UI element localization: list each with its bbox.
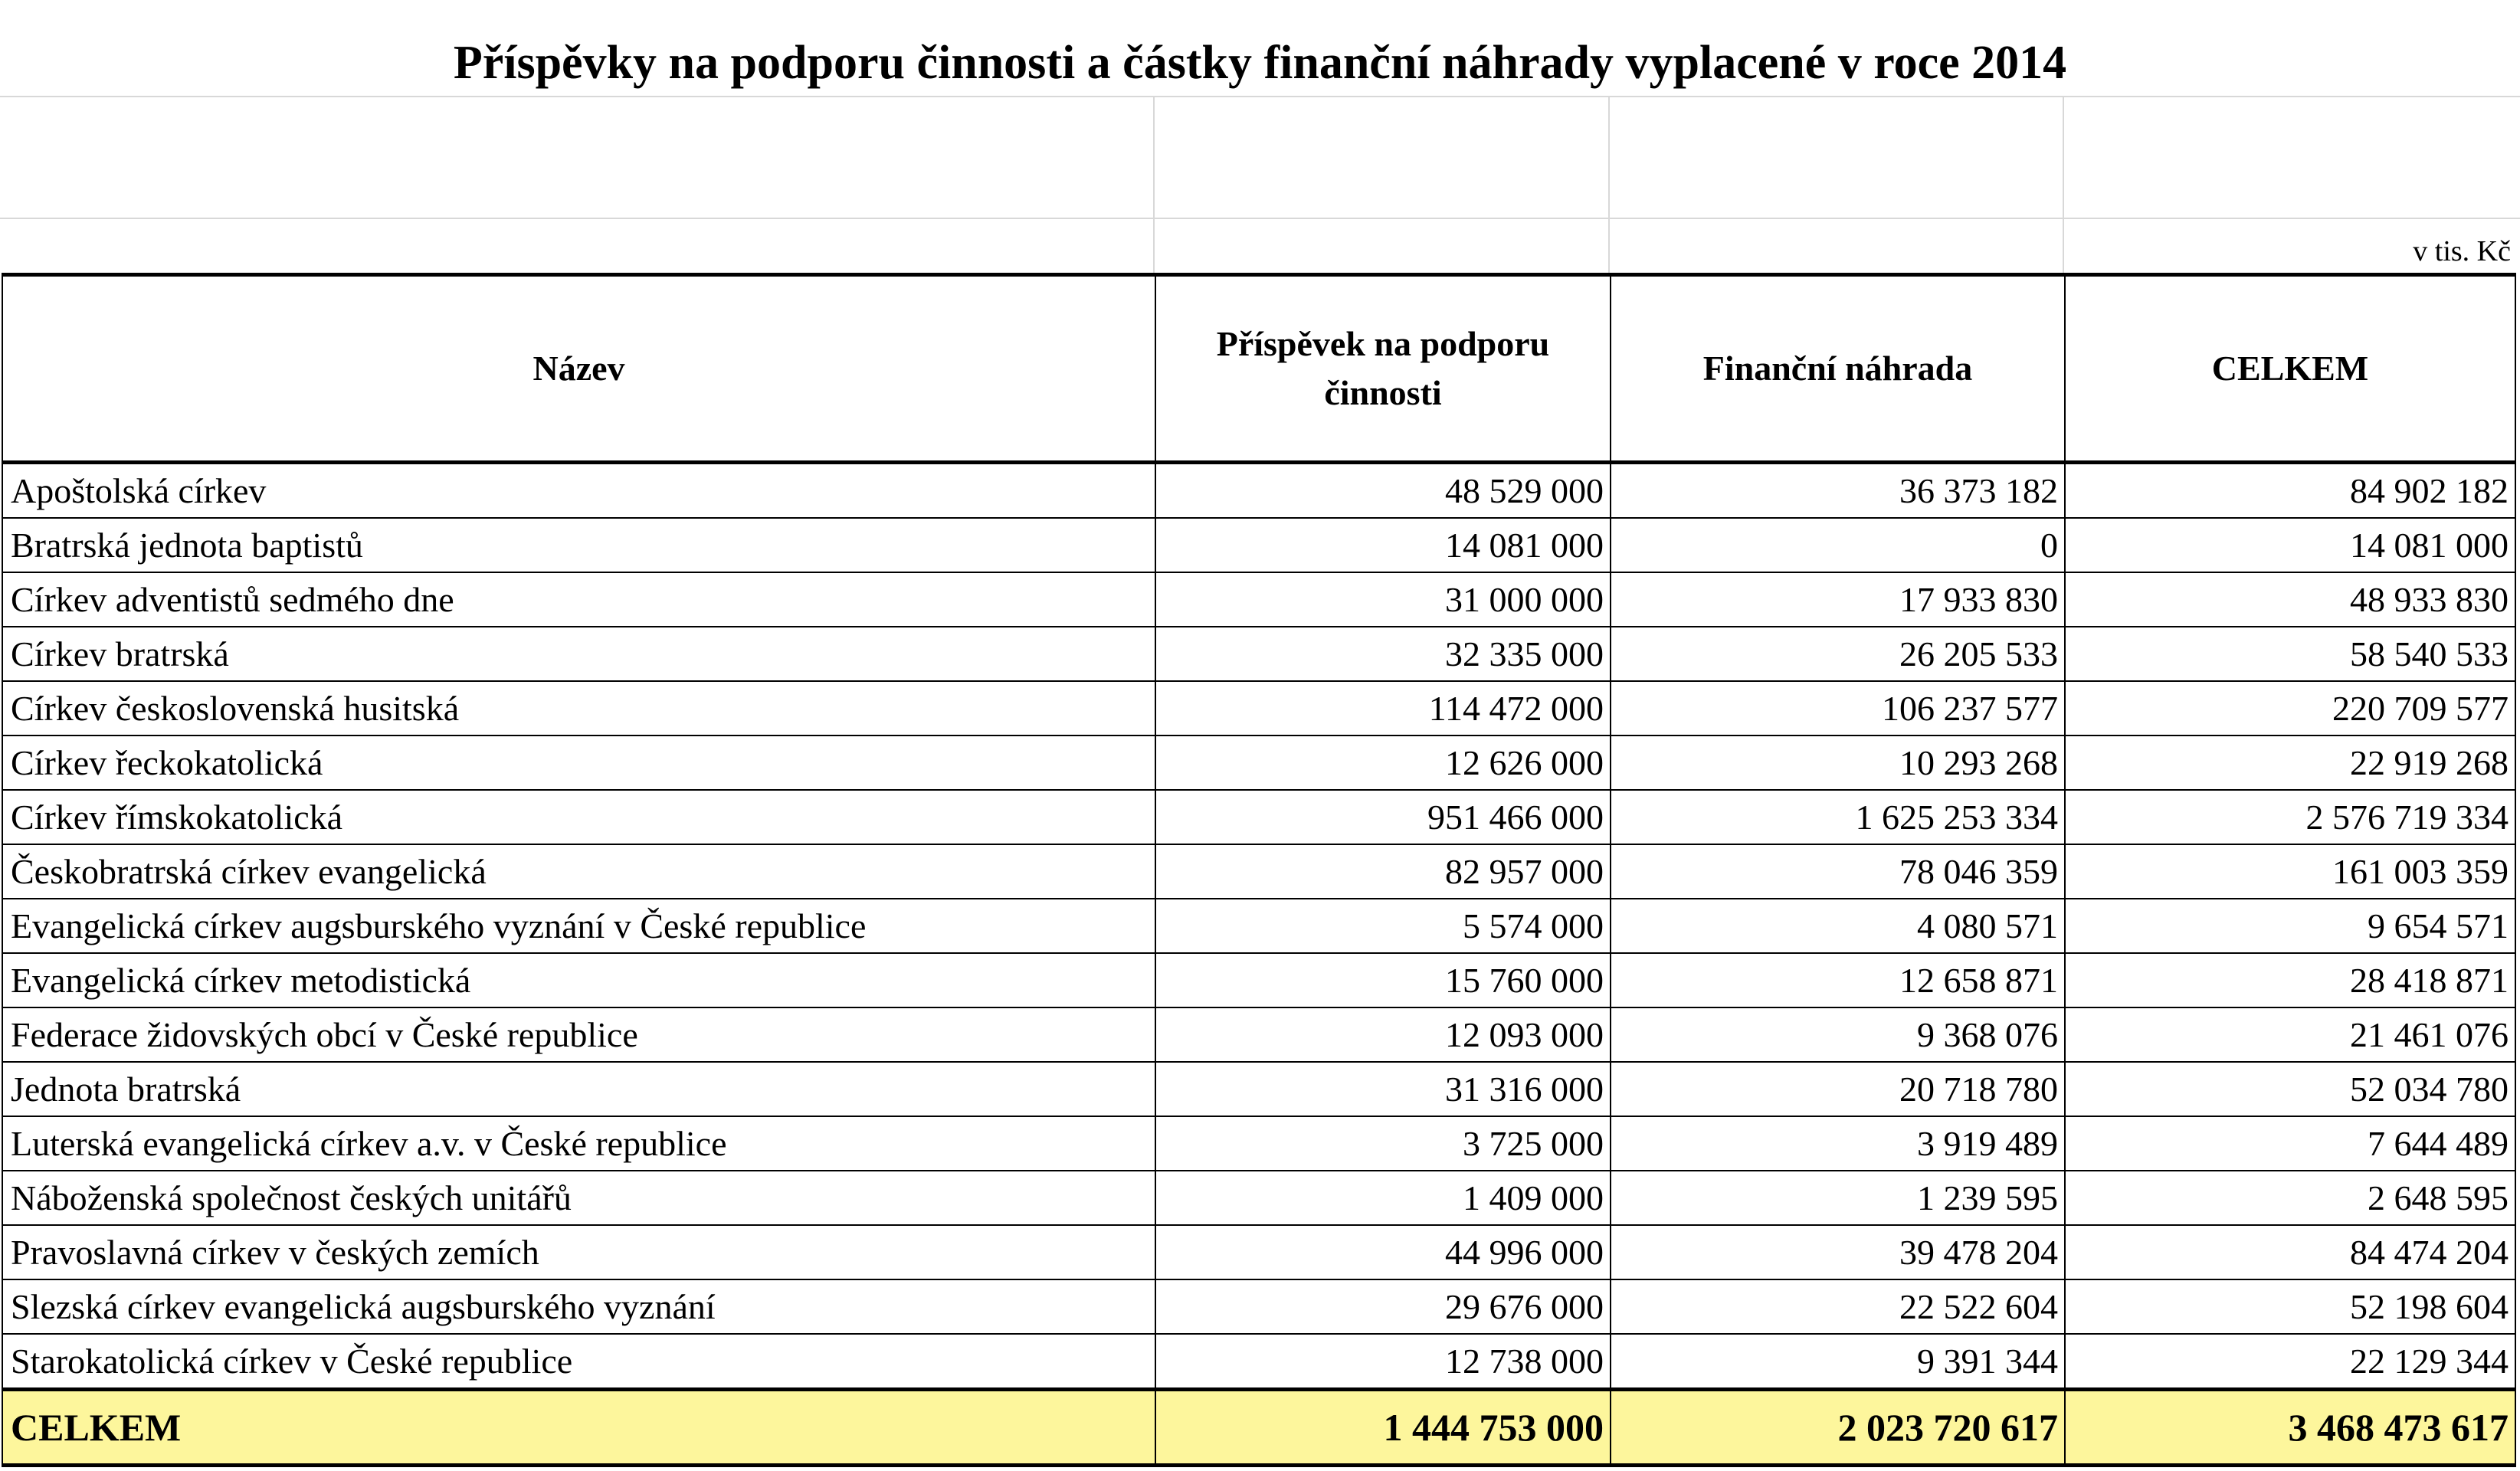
table-row bbox=[2, 1116, 2515, 1171]
cell-contribution: 32 335 000 bbox=[1155, 627, 1611, 681]
table-header-row bbox=[2, 275, 2515, 463]
cell-total: 22 129 344 bbox=[2065, 1334, 2515, 1390]
total-sum: 3 468 473 617 bbox=[2065, 1390, 2515, 1466]
cell-name: Církev československá husitská bbox=[2, 681, 1155, 736]
cell-total: 84 474 204 bbox=[2065, 1225, 2515, 1279]
cell-compensation: 4 080 571 bbox=[1611, 899, 2065, 953]
table-row bbox=[2, 463, 2515, 519]
table-row bbox=[2, 844, 2515, 899]
cell-name: Federace židovských obcí v České republice bbox=[2, 1007, 1155, 1062]
cell-contribution: 82 957 000 bbox=[1155, 844, 1611, 899]
cell-contribution: 12 093 000 bbox=[1155, 1007, 1611, 1062]
cell-total: 22 919 268 bbox=[2065, 736, 2515, 790]
cell-compensation: 17 933 830 bbox=[1611, 572, 2065, 627]
page-title: Příspěvky na podporu činnosti a částky finanční náhrady vyplacené v roce 2014 bbox=[453, 37, 2067, 89]
cell-name: Českobratrská církev evangelická bbox=[2, 844, 1155, 899]
cell-contribution: 31 316 000 bbox=[1155, 1062, 1611, 1116]
cell-total: 2 576 719 334 bbox=[2065, 790, 2515, 844]
table-row bbox=[2, 572, 2515, 627]
cell-name: Církev řeckokatolická bbox=[2, 736, 1155, 790]
table-row bbox=[2, 899, 2515, 953]
cell-compensation: 22 522 604 bbox=[1611, 1279, 2065, 1334]
table-row bbox=[2, 1171, 2515, 1225]
cell-name: Církev bratrská bbox=[2, 627, 1155, 681]
cell-total: 84 902 182 bbox=[2065, 463, 2515, 519]
cell-total: 28 418 871 bbox=[2065, 953, 2515, 1007]
total-row bbox=[2, 1390, 2515, 1466]
table-row bbox=[2, 518, 2515, 572]
grid-line bbox=[1608, 96, 1610, 275]
table-row bbox=[2, 1062, 2515, 1116]
cell-name: Slezská církev evangelická augsburského vyznání bbox=[2, 1279, 1155, 1334]
cell-name: Bratrská jednota baptistů bbox=[2, 518, 1155, 572]
cell-total: 52 198 604 bbox=[2065, 1279, 2515, 1334]
table-row bbox=[2, 1007, 2515, 1062]
cell-compensation: 3 919 489 bbox=[1611, 1116, 2065, 1171]
cell-contribution: 44 996 000 bbox=[1155, 1225, 1611, 1279]
cell-total: 161 003 359 bbox=[2065, 844, 2515, 899]
table-row bbox=[2, 681, 2515, 736]
cell-compensation: 12 658 871 bbox=[1611, 953, 2065, 1007]
table-row bbox=[2, 1225, 2515, 1279]
table-row bbox=[2, 736, 2515, 790]
cell-name: Náboženská společnost českých unitářů bbox=[2, 1171, 1155, 1225]
cell-compensation: 10 293 268 bbox=[1611, 736, 2065, 790]
cell-contribution: 1 409 000 bbox=[1155, 1171, 1611, 1225]
table-row bbox=[2, 1279, 2515, 1334]
cell-name: Církev římskokatolická bbox=[2, 790, 1155, 844]
cell-compensation: 0 bbox=[1611, 518, 2065, 572]
cell-contribution: 29 676 000 bbox=[1155, 1279, 1611, 1334]
column-header-compensation: Finanční náhrada bbox=[1611, 275, 2065, 463]
total-contribution: 1 444 753 000 bbox=[1155, 1390, 1611, 1466]
cell-contribution: 12 738 000 bbox=[1155, 1334, 1611, 1390]
title-row bbox=[0, 0, 2520, 97]
cell-name: Evangelická církev augsburského vyznání v České republice bbox=[2, 899, 1155, 953]
grid-line bbox=[1153, 96, 1155, 275]
cell-total: 7 644 489 bbox=[2065, 1116, 2515, 1171]
column-header-contribution: Příspěvek na podporu činnosti bbox=[1155, 275, 1611, 463]
grid-line bbox=[0, 218, 2520, 219]
contributions-table bbox=[2, 273, 2516, 1467]
cell-total: 14 081 000 bbox=[2065, 518, 2515, 572]
table-row bbox=[2, 790, 2515, 844]
cell-compensation: 36 373 182 bbox=[1611, 463, 2065, 519]
cell-total: 220 709 577 bbox=[2065, 681, 2515, 736]
cell-contribution: 14 081 000 bbox=[1155, 518, 1611, 572]
cell-compensation: 39 478 204 bbox=[1611, 1225, 2065, 1279]
cell-compensation: 78 046 359 bbox=[1611, 844, 2065, 899]
cell-compensation: 9 391 344 bbox=[1611, 1334, 2065, 1390]
cell-name: Starokatolická církev v České republice bbox=[2, 1334, 1155, 1390]
cell-contribution: 114 472 000 bbox=[1155, 681, 1611, 736]
total-compensation: 2 023 720 617 bbox=[1611, 1390, 2065, 1466]
cell-name: Luterská evangelická církev a.v. v České republice bbox=[2, 1116, 1155, 1171]
column-header-total: CELKEM bbox=[2065, 275, 2515, 463]
table-row bbox=[2, 627, 2515, 681]
cell-total: 21 461 076 bbox=[2065, 1007, 2515, 1062]
cell-compensation: 106 237 577 bbox=[1611, 681, 2065, 736]
cell-contribution: 48 529 000 bbox=[1155, 463, 1611, 519]
cell-total: 52 034 780 bbox=[2065, 1062, 2515, 1116]
cell-name: Jednota bratrská bbox=[2, 1062, 1155, 1116]
cell-contribution: 951 466 000 bbox=[1155, 790, 1611, 844]
cell-compensation: 1 239 595 bbox=[1611, 1171, 2065, 1225]
total-label: CELKEM bbox=[2, 1390, 1155, 1466]
cell-compensation: 26 205 533 bbox=[1611, 627, 2065, 681]
cell-total: 48 933 830 bbox=[2065, 572, 2515, 627]
cell-compensation: 20 718 780 bbox=[1611, 1062, 2065, 1116]
table-row bbox=[2, 953, 2515, 1007]
cell-name: Církev adventistů sedmého dne bbox=[2, 572, 1155, 627]
cell-compensation: 9 368 076 bbox=[1611, 1007, 2065, 1062]
cell-total: 2 648 595 bbox=[2065, 1171, 2515, 1225]
cell-contribution: 15 760 000 bbox=[1155, 953, 1611, 1007]
cell-name: Pravoslavná církev v českých zemích bbox=[2, 1225, 1155, 1279]
column-header-name: Název bbox=[2, 275, 1155, 463]
cell-name: Evangelická církev metodistická bbox=[2, 953, 1155, 1007]
unit-label: v tis. Kč bbox=[2413, 235, 2511, 267]
cell-total: 9 654 571 bbox=[2065, 899, 2515, 953]
cell-name: Apoštolská církev bbox=[2, 463, 1155, 519]
grid-line bbox=[2063, 96, 2064, 275]
cell-contribution: 3 725 000 bbox=[1155, 1116, 1611, 1171]
cell-contribution: 31 000 000 bbox=[1155, 572, 1611, 627]
cell-contribution: 5 574 000 bbox=[1155, 899, 1611, 953]
cell-contribution: 12 626 000 bbox=[1155, 736, 1611, 790]
cell-compensation: 1 625 253 334 bbox=[1611, 790, 2065, 844]
table-row bbox=[2, 1334, 2515, 1390]
cell-total: 58 540 533 bbox=[2065, 627, 2515, 681]
